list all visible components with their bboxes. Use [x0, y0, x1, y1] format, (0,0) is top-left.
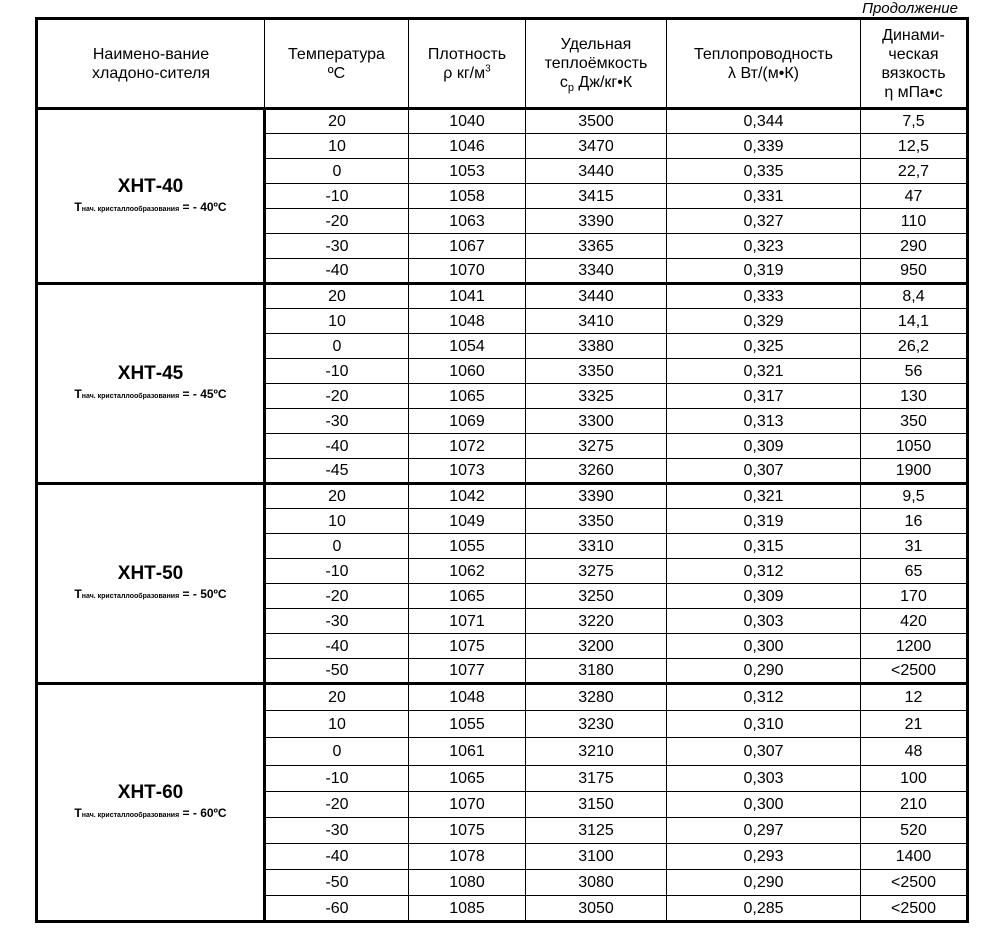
group-4 [37, 684, 968, 922]
conductivity-cell: 0,344 [667, 109, 861, 134]
heat-capacity-cell: 3440 [526, 159, 667, 184]
conductivity-cell: 0,319 [667, 509, 861, 534]
conductivity-cell: 0,312 [667, 684, 861, 711]
conductivity-cell: 0,333 [667, 284, 861, 309]
density-cell: 1046 [409, 134, 526, 159]
viscosity-cell: <2500 [861, 896, 968, 922]
viscosity-cell: 950 [861, 259, 968, 284]
conductivity-cell: 0,300 [667, 792, 861, 818]
header-density-line2 [409, 64, 525, 83]
density-cell: 1075 [409, 818, 526, 844]
viscosity-cell: 12,5 [861, 134, 968, 159]
viscosity-cell: 47 [861, 184, 968, 209]
density-cell: 1085 [409, 896, 526, 922]
temperature-cell: 0 [265, 159, 409, 184]
crystallization-temperature [38, 199, 263, 218]
conductivity-cell: 0,329 [667, 309, 861, 334]
density-cell: 1073 [409, 459, 526, 484]
heat-capacity-cell: 3175 [526, 766, 667, 792]
temperature-cell: -30 [265, 409, 409, 434]
conductivity-cell: 0,313 [667, 409, 861, 434]
heat-capacity-cell: 3390 [526, 484, 667, 509]
temperature-cell: -20 [265, 209, 409, 234]
conductivity-cell: 0,321 [667, 484, 861, 509]
viscosity-cell: 1900 [861, 459, 968, 484]
temperature-cell: 20 [265, 109, 409, 134]
heat-capacity-cell: 3415 [526, 184, 667, 209]
heat-capacity-cell: 3210 [526, 738, 667, 766]
conductivity-cell: 0,317 [667, 384, 861, 409]
conductivity-cell: 0,293 [667, 844, 861, 870]
heat-capacity-cell: 3220 [526, 609, 667, 634]
viscosity-cell: 130 [861, 384, 968, 409]
temperature-cell: -50 [265, 870, 409, 896]
coolant-name: ХНТ-60 [117, 782, 184, 803]
heat-capacity-cell: 3380 [526, 334, 667, 359]
temperature-cell: -10 [265, 184, 409, 209]
conductivity-cell: 0,297 [667, 818, 861, 844]
heat-capacity-cell: 3100 [526, 844, 667, 870]
temperature-cell: 0 [265, 534, 409, 559]
table-row [37, 109, 968, 134]
conductivity-cell: 0,303 [667, 609, 861, 634]
crystallization-temperature [38, 386, 263, 405]
density-cell: 1048 [409, 309, 526, 334]
conductivity-cell: 0,310 [667, 711, 861, 738]
heat-capacity-cell: 3300 [526, 409, 667, 434]
header-cond-line2: λ Вт/(м•К) [728, 64, 799, 82]
crystallization-temperature [38, 805, 263, 824]
viscosity-cell: 290 [861, 234, 968, 259]
cond-subscript: нач. кристаллообразования [81, 812, 180, 819]
group-1 [37, 109, 968, 284]
viscosity-cell: 22,7 [861, 159, 968, 184]
coolant-name-cell [37, 284, 265, 484]
density-cell: 1055 [409, 534, 526, 559]
header-visc-line4: η мПа•с [884, 83, 943, 101]
temperature-cell: -40 [265, 434, 409, 459]
conductivity-cell: 0,290 [667, 870, 861, 896]
cond-value: = - 40ºС [179, 199, 227, 214]
conductivity-cell: 0,290 [667, 659, 861, 684]
cond-prefix: Т [74, 587, 82, 601]
viscosity-cell: 7,5 [861, 109, 968, 134]
conductivity-cell: 0,331 [667, 184, 861, 209]
viscosity-cell: 48 [861, 738, 968, 766]
viscosity-cell: 1400 [861, 844, 968, 870]
cond-prefix: Т [74, 806, 82, 820]
temperature-cell: -20 [265, 792, 409, 818]
coolant-properties-table [35, 17, 969, 923]
viscosity-cell: 14,1 [861, 309, 968, 334]
header-heat-line1: Удельная [560, 36, 632, 53]
conductivity-cell: 0,321 [667, 359, 861, 384]
viscosity-cell: 12 [861, 684, 968, 711]
heat-capacity-cell: 3365 [526, 234, 667, 259]
viscosity-cell: 100 [861, 766, 968, 792]
conductivity-cell: 0,285 [667, 896, 861, 922]
heat-capacity-cell: 3350 [526, 509, 667, 534]
density-cell: 1048 [409, 684, 526, 711]
header-heat-capacity [526, 19, 667, 109]
coolant-name-cell [37, 684, 265, 922]
temperature-cell: 10 [265, 509, 409, 534]
density-cell: 1063 [409, 209, 526, 234]
density-cell: 1078 [409, 844, 526, 870]
coolant-name: ХНТ-45 [117, 363, 184, 384]
heat-capacity-cell: 3150 [526, 792, 667, 818]
heat-capacity-cell: 3410 [526, 309, 667, 334]
conductivity-cell: 0,323 [667, 234, 861, 259]
header-row [37, 19, 968, 109]
heat-capacity-cell: 3260 [526, 459, 667, 484]
conductivity-cell: 0,309 [667, 584, 861, 609]
header-density-unit: ρ кг/м [443, 64, 486, 82]
header-density-sup: 3 [485, 63, 491, 75]
density-cell: 1055 [409, 711, 526, 738]
temperature-cell: -10 [265, 359, 409, 384]
header-heat-sub: p [567, 82, 574, 95]
viscosity-cell: 110 [861, 209, 968, 234]
conductivity-cell: 0,303 [667, 766, 861, 792]
header-heat-unit: Дж/кг•К [573, 74, 633, 91]
density-cell: 1054 [409, 334, 526, 359]
density-cell: 1065 [409, 384, 526, 409]
heat-capacity-cell: 3280 [526, 684, 667, 711]
temperature-cell: 10 [265, 711, 409, 738]
temperature-cell: 0 [265, 334, 409, 359]
conductivity-cell: 0,307 [667, 738, 861, 766]
coolant-name-cell [37, 484, 265, 684]
density-cell: 1053 [409, 159, 526, 184]
temperature-cell: -40 [265, 844, 409, 870]
viscosity-cell: 65 [861, 559, 968, 584]
cond-value: = - 50ºС [179, 587, 227, 601]
density-cell: 1075 [409, 634, 526, 659]
viscosity-cell: 56 [861, 359, 968, 384]
group-3 [37, 484, 968, 684]
viscosity-cell: <2500 [861, 870, 968, 896]
temperature-cell: -30 [265, 609, 409, 634]
conductivity-cell: 0,327 [667, 209, 861, 234]
density-cell: 1070 [409, 259, 526, 284]
viscosity-cell: 21 [861, 711, 968, 738]
temperature-cell: -10 [265, 766, 409, 792]
viscosity-cell: 1050 [861, 434, 968, 459]
heat-capacity-cell: 3200 [526, 634, 667, 659]
density-cell: 1077 [409, 659, 526, 684]
header-heat-line2: теплоёмкость [544, 55, 648, 72]
conductivity-cell: 0,312 [667, 559, 861, 584]
heat-capacity-cell: 3250 [526, 584, 667, 609]
heat-capacity-cell: 3275 [526, 434, 667, 459]
heat-capacity-cell: 3050 [526, 896, 667, 922]
table-header [37, 19, 968, 109]
temperature-cell: 0 [265, 738, 409, 766]
cond-value: = - 60ºС [179, 806, 227, 820]
cond-subscript: нач. кристаллообразования [81, 393, 180, 400]
density-cell: 1080 [409, 870, 526, 896]
header-visc-line3: вязкость [881, 64, 946, 82]
heat-capacity-cell: 3180 [526, 659, 667, 684]
table-row [37, 684, 968, 711]
viscosity-cell: 170 [861, 584, 968, 609]
temperature-cell: 20 [265, 484, 409, 509]
header-heat-line3 [526, 73, 666, 95]
temperature-cell: 10 [265, 134, 409, 159]
header-name-text: Наимено-вание хладоно-сителя [92, 45, 210, 82]
viscosity-cell: 1200 [861, 634, 968, 659]
cond-subscript: нач. кристаллообразования [81, 205, 180, 213]
heat-capacity-cell: 3470 [526, 134, 667, 159]
temperature-cell: -30 [265, 818, 409, 844]
conductivity-cell: 0,307 [667, 459, 861, 484]
header-temperature-line2: ºС [327, 64, 346, 82]
temperature-cell: -60 [265, 896, 409, 922]
header-temperature-line1: Температура [288, 45, 385, 63]
header-temperature [265, 19, 409, 109]
temperature-cell: -50 [265, 659, 409, 684]
density-cell: 1041 [409, 284, 526, 309]
header-viscosity [861, 19, 968, 109]
cond-value: = - 45ºС [179, 387, 227, 401]
conductivity-cell: 0,339 [667, 134, 861, 159]
conductivity-cell: 0,335 [667, 159, 861, 184]
conductivity-cell: 0,319 [667, 259, 861, 284]
heat-capacity-cell: 3440 [526, 284, 667, 309]
density-cell: 1072 [409, 434, 526, 459]
heat-capacity-cell: 3230 [526, 711, 667, 738]
heat-capacity-cell: 3125 [526, 818, 667, 844]
density-cell: 1042 [409, 484, 526, 509]
continuation-label: Продолжение [862, 0, 958, 17]
temperature-cell: -20 [265, 384, 409, 409]
heat-capacity-cell: 3390 [526, 209, 667, 234]
viscosity-cell: 420 [861, 609, 968, 634]
temperature-cell: -45 [265, 459, 409, 484]
cond-prefix: Т [74, 387, 82, 401]
header-cond-line1: Теплопроводность [694, 45, 833, 63]
coolant-name: ХНТ-40 [117, 175, 184, 197]
density-cell: 1058 [409, 184, 526, 209]
header-visc-line1: Динами- [882, 26, 945, 44]
coolant-name: ХНТ-50 [117, 563, 184, 584]
conductivity-cell: 0,309 [667, 434, 861, 459]
header-density [409, 19, 526, 109]
density-cell: 1069 [409, 409, 526, 434]
density-cell: 1065 [409, 584, 526, 609]
heat-capacity-cell: 3275 [526, 559, 667, 584]
viscosity-cell: 210 [861, 792, 968, 818]
header-visc-line2: ческая [888, 45, 939, 63]
density-cell: 1061 [409, 738, 526, 766]
temperature-cell: -10 [265, 559, 409, 584]
viscosity-cell: 350 [861, 409, 968, 434]
density-cell: 1065 [409, 766, 526, 792]
viscosity-cell: <2500 [861, 659, 968, 684]
viscosity-cell: 31 [861, 534, 968, 559]
heat-capacity-cell: 3310 [526, 534, 667, 559]
temperature-cell: 20 [265, 684, 409, 711]
table-row [37, 484, 968, 509]
crystallization-temperature [38, 586, 263, 605]
heat-capacity-cell: 3500 [526, 109, 667, 134]
temperature-cell: -40 [265, 634, 409, 659]
coolant-name-cell [37, 109, 265, 284]
viscosity-cell: 16 [861, 509, 968, 534]
viscosity-cell: 9,5 [861, 484, 968, 509]
header-heat-symbol: c [559, 74, 568, 91]
heat-capacity-cell: 3340 [526, 259, 667, 284]
header-name [37, 19, 265, 109]
temperature-cell: 20 [265, 284, 409, 309]
heat-capacity-cell: 3080 [526, 870, 667, 896]
group-2 [37, 284, 968, 484]
conductivity-cell: 0,300 [667, 634, 861, 659]
heat-capacity-cell: 3325 [526, 384, 667, 409]
density-cell: 1062 [409, 559, 526, 584]
header-density-line1: Плотность [427, 45, 507, 63]
density-cell: 1070 [409, 792, 526, 818]
temperature-cell: 10 [265, 309, 409, 334]
table-row [37, 284, 968, 309]
density-cell: 1071 [409, 609, 526, 634]
conductivity-cell: 0,325 [667, 334, 861, 359]
viscosity-cell: 520 [861, 818, 968, 844]
temperature-cell: -20 [265, 584, 409, 609]
heat-capacity-cell: 3350 [526, 359, 667, 384]
temperature-cell: -40 [265, 259, 409, 284]
density-cell: 1060 [409, 359, 526, 384]
temperature-cell: -30 [265, 234, 409, 259]
density-cell: 1049 [409, 509, 526, 534]
header-conductivity [667, 19, 861, 109]
viscosity-cell: 26,2 [861, 334, 968, 359]
conductivity-cell: 0,315 [667, 534, 861, 559]
cond-prefix: Т [74, 199, 82, 214]
density-cell: 1040 [409, 109, 526, 134]
density-cell: 1067 [409, 234, 526, 259]
viscosity-cell: 8,4 [861, 284, 968, 309]
cond-subscript: нач. кристаллообразования [81, 593, 180, 600]
